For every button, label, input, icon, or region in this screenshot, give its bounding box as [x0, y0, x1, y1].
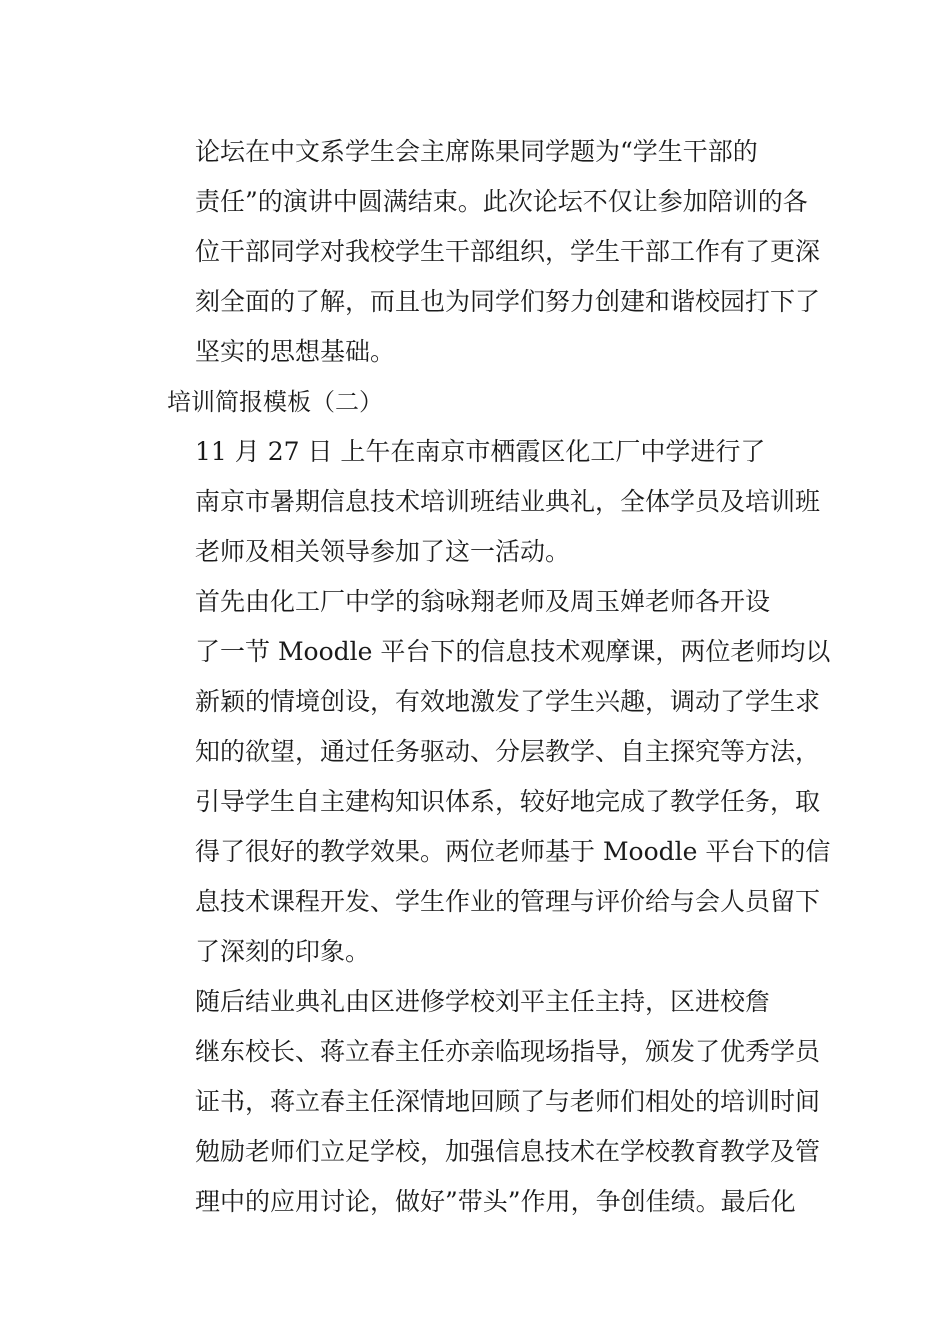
- text-line: 责任”的演讲中圆满结束。此次论坛不仅让参加陪训的各: [195, 187, 808, 216]
- text-line: 得了很好的教学效果。两位老师基于 Moodle 平台下的信: [195, 837, 831, 866]
- text-line: 了深刻的印象。: [195, 937, 371, 966]
- paragraph-ceremony-intro: [145, 427, 821, 577]
- text-line: 勉励老师们立足学校，加强信息技术在学校教育教学及管: [195, 1137, 821, 1166]
- document-body: [145, 127, 831, 1227]
- text-line: 老师及相关领导参加了这一活动。: [195, 537, 571, 566]
- text-line: 刻全面的了解，而且也为同学们努力创建和谐校园打下了: [195, 287, 821, 316]
- text-line: 知的欲望，通过任务驱动、分层教学、自主探究等方法，: [195, 737, 821, 766]
- paragraph-closing-ceremony: [145, 977, 821, 1227]
- text-line: 引导学生自主建构知识体系，较好地完成了教学任务，取: [195, 787, 821, 816]
- text-line: 随后结业典礼由区进修学校刘平主任主持，区进校詹: [195, 987, 771, 1016]
- section-heading: 培训简报模板（二）: [167, 388, 383, 416]
- text-line: 证书，蒋立春主任深情地回顾了与老师们相处的培训时间: [195, 1087, 821, 1116]
- text-line: 息技术课程开发、学生作业的管理与评价给与会人员留下: [195, 887, 821, 916]
- text-line: 继东校长、蒋立春主任亦亲临现场指导，颁发了优秀学员: [195, 1037, 821, 1066]
- text-line: 南京市暑期信息技术培训班结业典礼，全体学员及培训班: [195, 487, 821, 516]
- text-line: 位干部同学对我校学生干部组织，学生干部工作有了更深: [195, 237, 821, 266]
- text-line: 新颖的情境创设，有效地激发了学生兴趣，调动了学生求: [195, 687, 821, 716]
- text-line: 理中的应用讨论，做好”带头”作用，争创佳绩。最后化: [195, 1187, 796, 1216]
- text-line: 首先由化工厂中学的翁咏翔老师及周玉婵老师各开设: [195, 587, 771, 616]
- text-line: 11 月 27 日 上午在南京市栖霞区化工厂中学进行了: [195, 437, 766, 466]
- text-line: 了一节 Moodle 平台下的信息技术观摩课，两位老师均以: [195, 637, 831, 666]
- paragraph-demo-lessons: [145, 577, 831, 977]
- paragraph-forum-conclusion: [145, 127, 821, 377]
- text-line: 论坛在中文系学生会主席陈果同学题为“学生干部的: [195, 137, 758, 166]
- text-line: 坚实的思想基础。: [195, 337, 396, 366]
